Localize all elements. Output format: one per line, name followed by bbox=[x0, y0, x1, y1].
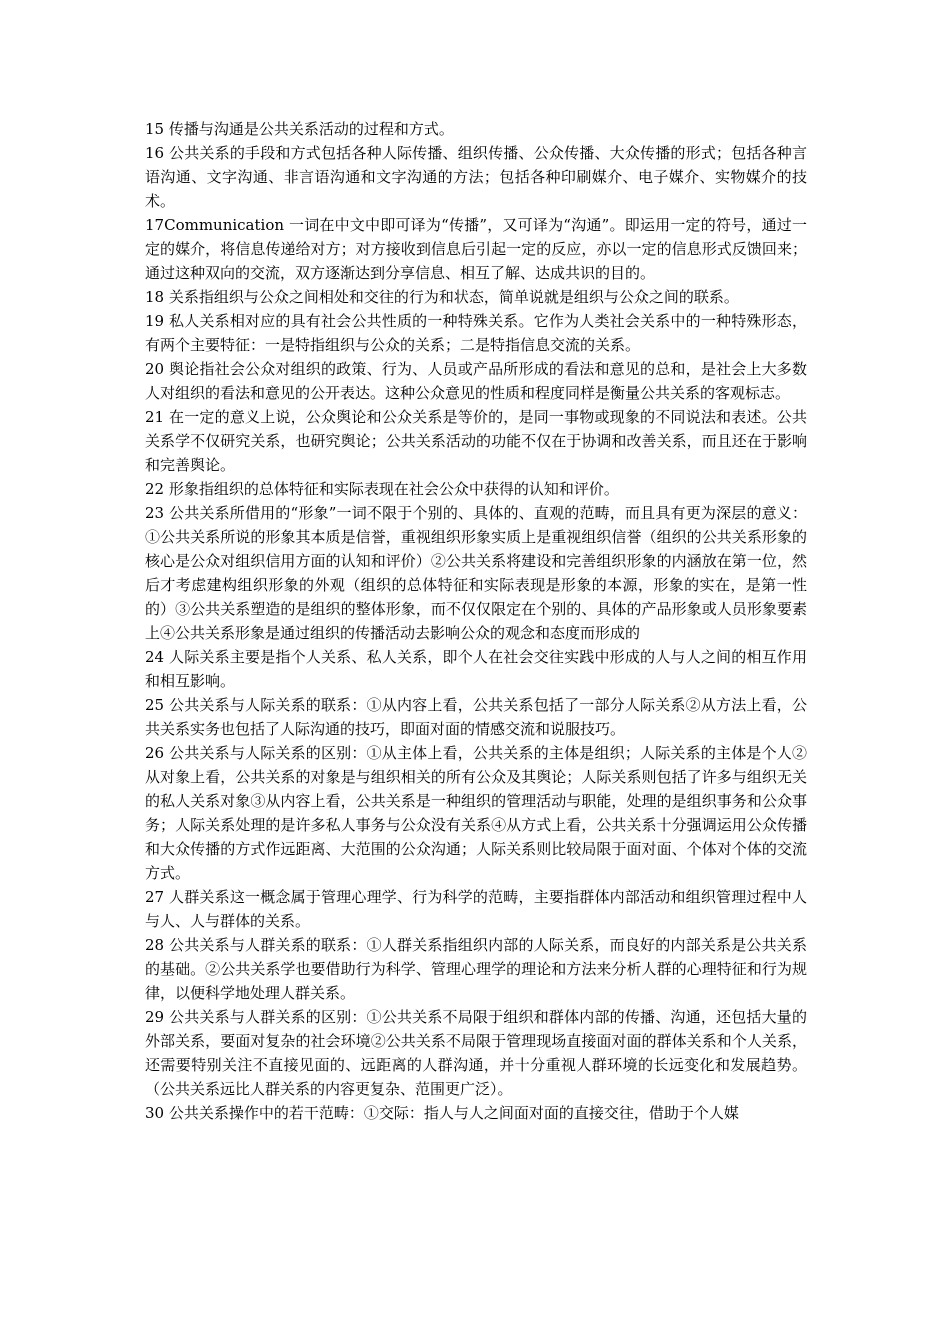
paragraph-24: 24 人际关系主要是指个人关系、私人关系，即个人在社会交往实践中形成的人与人之间的相互作用和相互影响。 bbox=[145, 648, 807, 690]
paragraph-16: 16 公共关系的手段和方式包括各种人际传播、组织传播、公众传播、大众传播的形式；包括各种言语沟通、文字沟通、非言语沟通和文字沟通的方法；包括各种印刷媒介、电子媒介、实物媒介的技术。 bbox=[145, 144, 807, 210]
paragraph-21: 21 在一定的意义上说，公众舆论和公众关系是等价的，是同一事物或现象的不同说法和表述。公共关系学不仅研究关系，也研究舆论；公共关系活动的功能不仅在于协调和改善关系，而且还在于影响和完善舆论。 bbox=[145, 408, 807, 474]
document-page bbox=[145, 117, 807, 1125]
paragraph-20: 20 舆论指社会公众对组织的政策、行为、人员或产品所形成的看法和意见的总和，是社会上大多数人对组织的看法和意见的公开表达。这种公众意见的性质和程度同样是衡量公共关系的客观标志。 bbox=[145, 360, 807, 402]
paragraph-23: 23 公共关系所借用的“形象”一词不限于个别的、具体的、直观的范畴，而且具有更为深层的意义：①公共关系所说的形象其本质是信誉，重视组织形象实质上是重视组织信誉（组织的公共关系形象的核心是公众对组织信用方面的认知和评价）②公共关系将建设和完善组织形象的内涵放在第一位，然后才考虑建构组织形象的外观（组织的总体特征和实际表现是形象的本源，形象的实在，是第一性的）③公共关系塑造的是组织的整体形象，而不仅仅限定在个别的、具体的产品形象或人员形象要素上④公共关系形象是通过组织的传播活动去影响公众的观念和态度而形成的 bbox=[145, 504, 807, 642]
paragraph-22: 22 形象指组织的总体特征和实际表现在社会公众中获得的认知和评价。 bbox=[145, 480, 619, 498]
paragraph-25: 25 公共关系与人际关系的联系：①从内容上看，公共关系包括了一部分人际关系②从方法上看，公共关系实务也包括了人际沟通的技巧，即面对面的情感交流和说服技巧。 bbox=[145, 696, 807, 738]
paragraph-28: 28 公共关系与人群关系的联系：①人群关系指组织内部的人际关系，而良好的内部关系是公共关系的基础。②公共关系学也要借助行为科学、管理心理学的理论和方法来分析人群的心理特征和行为规律，以便科学地处理人群关系。 bbox=[145, 936, 807, 1002]
paragraph-29: 29 公共关系与人群关系的区别：①公共关系不局限于组织和群体内部的传播、沟通，还包括大量的外部关系，要面对复杂的社会环境②公共关系不局限于管理现场直接面对面的群体关系和个人关系，还需要特别关注不直接见面的、远距离的人群沟通，并十分重视人群环境的长远变化和发展趋势。（公共关系远比人群关系的内容更复杂、范围更广泛）。 bbox=[145, 1008, 807, 1098]
paragraph-17: 17Communication 一词在中文中即可译为“传播”，又可译为“沟通”。即运用一定的符号，通过一定的媒介，将信息传递给对方；对方接收到信息后引起一定的反应，亦以一定的信息形式反馈回来；通过这种双向的交流，双方逐渐达到分享信息、相互了解、达成共识的目的。 bbox=[145, 216, 807, 282]
paragraph-30: 30 公共关系操作中的若干范畴：①交际：指人与人之间面对面的直接交往，借助于个人媒 bbox=[145, 1104, 739, 1122]
paragraph-15: 15 传播与沟通是公共关系活动的过程和方式。 bbox=[145, 120, 454, 138]
paragraph-19: 19 私人关系相对应的具有社会公共性质的一种特殊关系。它作为人类社会关系中的一种特殊形态，有两个主要特征：一是特指组织与公众的关系；二是特指信息交流的关系。 bbox=[145, 312, 807, 354]
paragraph-26: 26 公共关系与人际关系的区别：①从主体上看，公共关系的主体是组织；人际关系的主体是个人②从对象上看，公共关系的对象是与组织相关的所有公众及其舆论；人际关系则包括了许多与组织无关的私人关系对象③从内容上看，公共关系是一种组织的管理活动与职能，处理的是组织事务和公众事务；人际关系处理的是许多私人事务与公众没有关系④从方式上看，公共关系十分强调运用公众传播和大众传播的方式作远距离、大范围的公众沟通；人际关系则比较局限于面对面、个体对个体的交流方式。 bbox=[145, 744, 807, 882]
paragraph-18: 18 关系指组织与公众之间相处和交往的行为和状态，简单说就是组织与公众之间的联系。 bbox=[145, 288, 739, 306]
paragraph-27: 27 人群关系这一概念属于管理心理学、行为科学的范畴，主要指群体内部活动和组织管理过程中人与人、人与群体的关系。 bbox=[145, 888, 807, 930]
